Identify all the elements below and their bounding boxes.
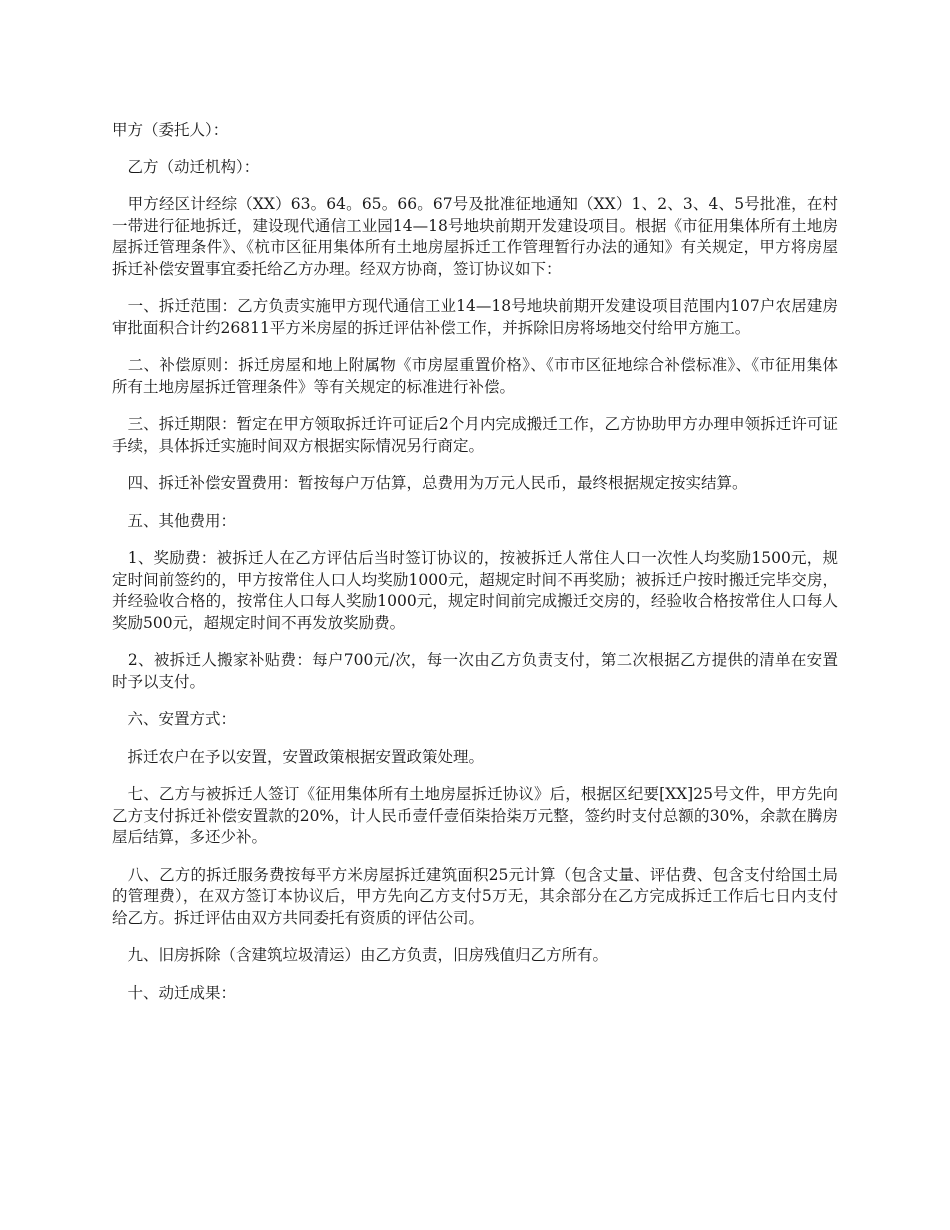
clause-demolition: 九、旧房拆除（含建筑垃圾清运）由乙方负责，旧房残值归乙方所有。 [112, 946, 609, 964]
clause-scope: 一、拆迁范围：乙方负责实施甲方现代通信工业14—18号地块前期开发建设项目范围内107户农居建房审批面积合计约26811平方米房屋的拆迁评估补偿工作，并拆除旧房将场地交付给甲方施工。 [112, 297, 838, 337]
clause-time-limit: 三、拆迁期限：暂定在甲方领取拆迁许可证后2个月内完成搬迁工作，乙方协助甲方办理申领拆迁许可证手续，具体拆迁实施时间双方根据实际情况另行商定。 [112, 415, 838, 455]
clause-service-fee: 八、乙方的拆迁服务费按每平方米房屋拆迁建筑面积25元计算（包含丈量、评估费、包含支付给国土局的管理费），在双方签订本协议后，甲方先向乙方支付5万无，其余部分在乙方完成拆迁工作后七日内支付给乙方。拆迁评估由双方共同委托有资质的评估公司。 [112, 865, 838, 927]
clause-compensation-cost: 四、拆迁补偿安置费用：暂按每户万估算，总费用为万元人民币，最终根据规定按实结算。 [112, 474, 748, 492]
party-a-line: 甲方（委托人）： [112, 121, 229, 139]
sub-clause-reward-fee: 1、奖励费：被拆迁人在乙方评估后当时签订协议的，按被拆迁人常住人口一次性人均奖励1500元，规定时间前签约的，甲方按常住人口人均奖励1000元，超规定时间不再奖励；被拆迁户按时搬迁完毕交房，并经验收合格的，按常住人口每人奖励1000元，规定时间前完成搬迁交房的，经验收合格按常住人口每人奖励500元，超规定时间不再发放奖励费。 [112, 549, 838, 632]
preamble-paragraph: 甲方经区计经综（XX）63。64。65。66。67号及批准征地通知（XX）1、2、3、4、5号批准，在村一带进行征地拆迁，建设现代通信工业园14—18号地块前期开发建设项目。根据《市征用集体所有土地房屋拆迁管理条件》、《杭市区征用集体所有土地房屋拆迁工作管理暂行办法的通知》有关规定，甲方将房屋拆迁补偿安置事宜委托给乙方办理。经双方协商，签订协议如下： [112, 195, 838, 278]
document-body [112, 120, 838, 1020]
party-b-line: 乙方（动迁机构）： [112, 157, 260, 176]
sub-clause-moving-subsidy: 2、被拆迁人搬家补贴费：每户700元/次，每一次由乙方负责支付，第二次根据乙方提供的清单在安置时予以支付。 [112, 651, 838, 691]
clause-payment: 七、乙方与被拆迁人签订《征用集体所有土地房屋拆迁协议》后，根据区纪要[XX]25号文件，甲方先向乙方支付拆迁补偿安置款的20%，计人民币壹仟壹佰柒拾柒万元整，签约时支付总额的30%，余款在腾房屋后结算，多还少补。 [112, 785, 838, 846]
clause-other-fees-heading: 五、其他费用： [112, 511, 237, 530]
clause-resettlement-text: 拆迁农户在予以安置，安置政策根据安置政策处理。 [112, 747, 485, 766]
clause-results-heading: 十、动迁成果： [112, 983, 237, 1002]
clause-compensation-principle: 二、补偿原则：拆迁房屋和地上附属物《市房屋重置价格》、《市市区征地综合补偿标准》、《市征用集体所有土地房屋拆迁管理条件》等有关规定的标准进行补偿。 [112, 356, 838, 396]
clause-resettlement-heading: 六、安置方式： [112, 710, 237, 728]
